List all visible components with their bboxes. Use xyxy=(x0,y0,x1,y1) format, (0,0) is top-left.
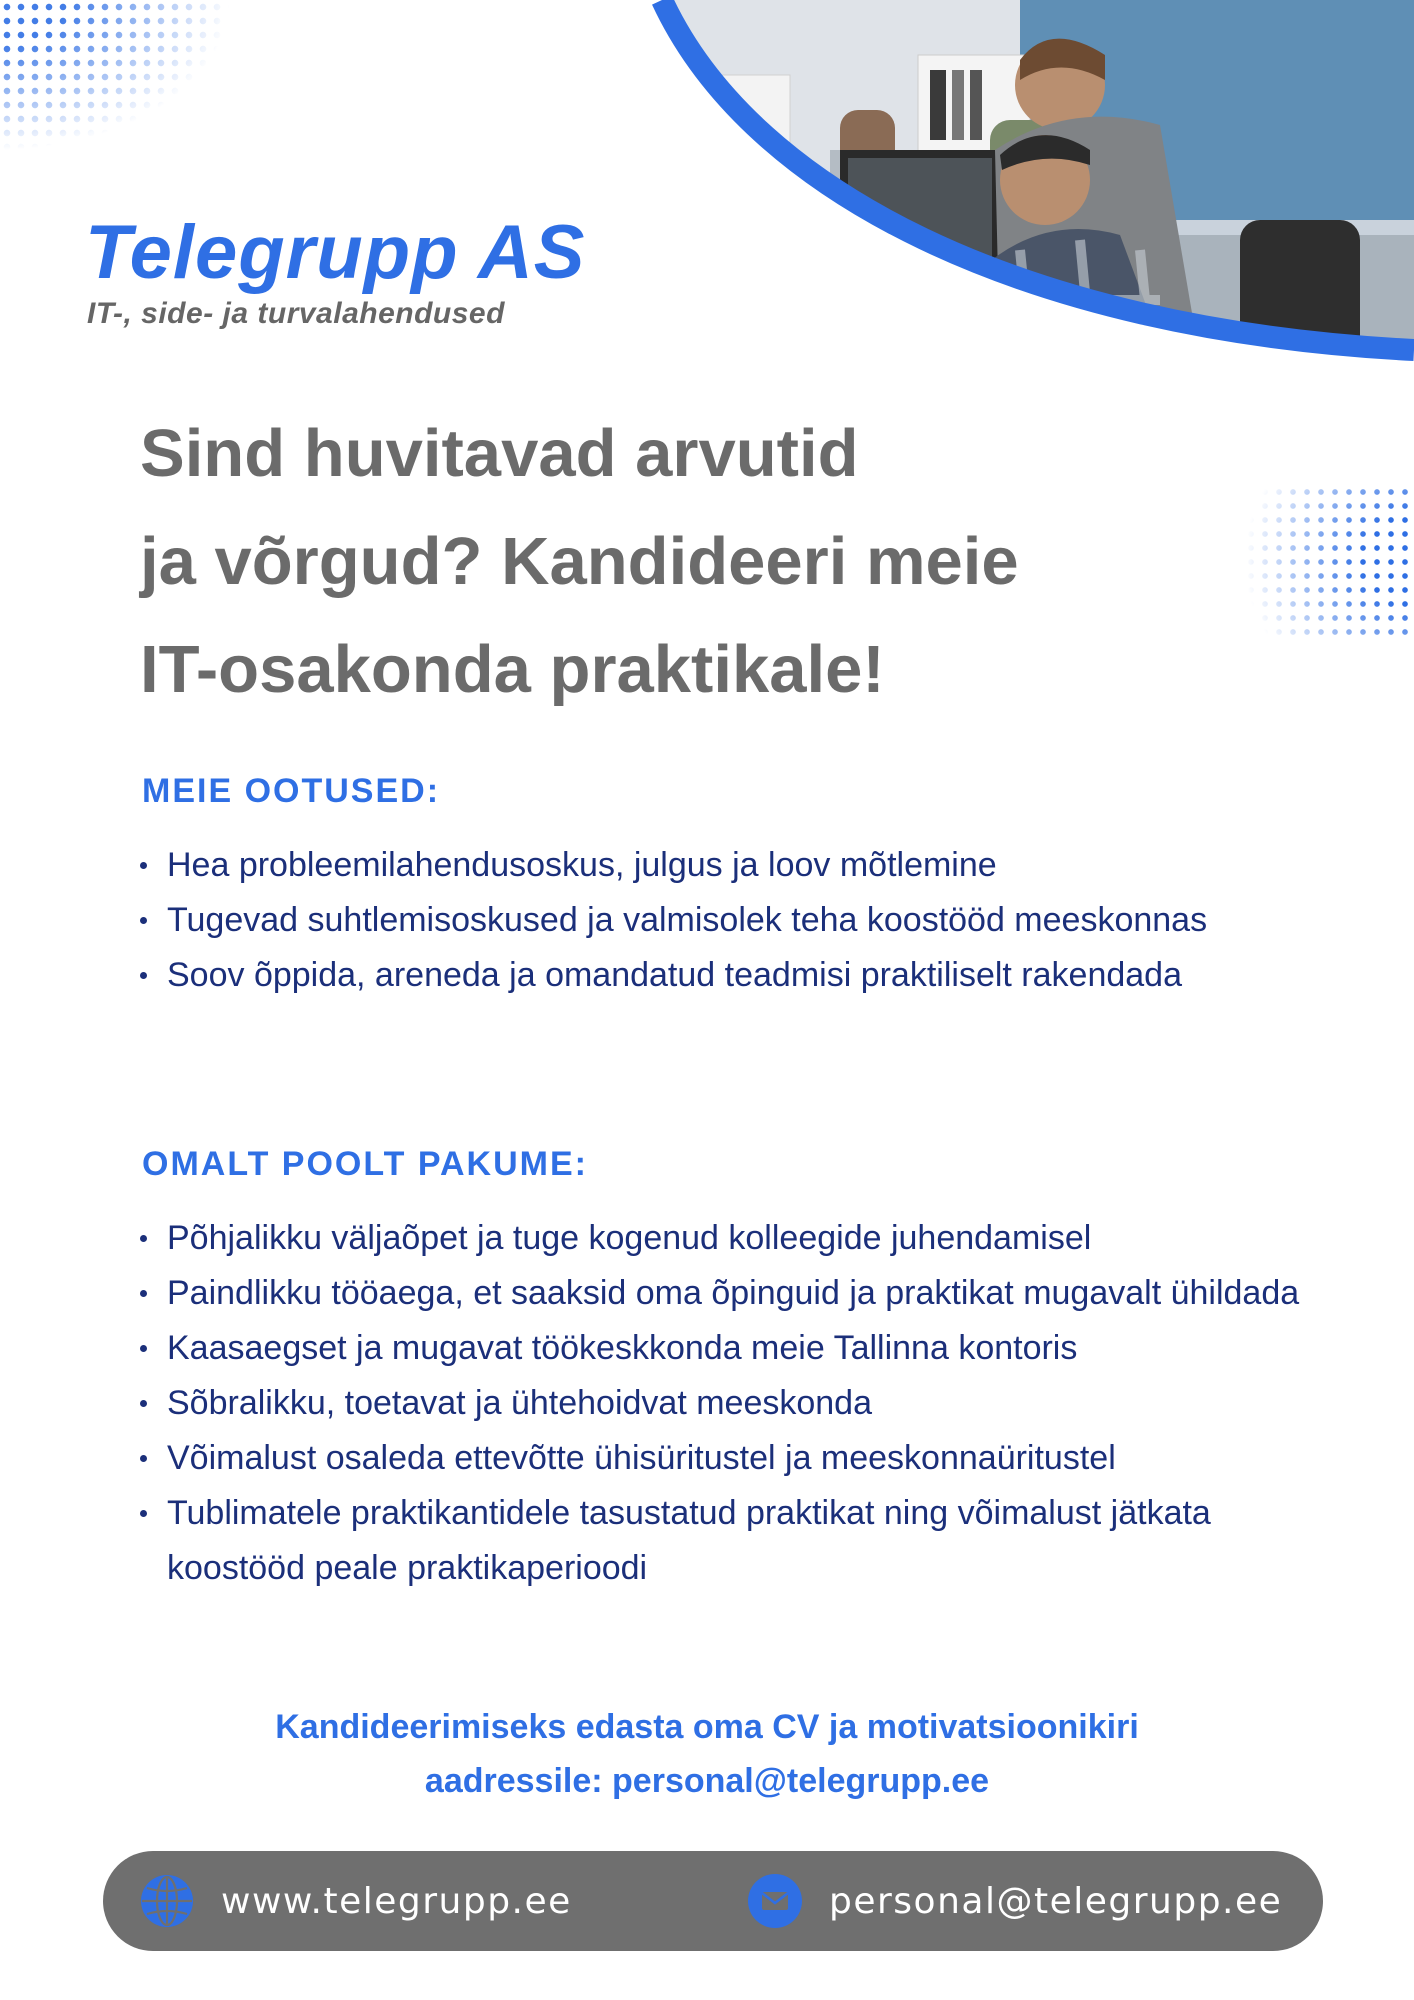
headline-line: IT-osakonda praktikale! xyxy=(140,632,885,707)
application-instructions xyxy=(0,1700,1414,1808)
list-item: Tugevad suhtlemisoskused ja valmisolek teha koostööd meeskonnas xyxy=(140,893,1310,948)
expectations-heading: MEIE OOTUSED: xyxy=(142,772,441,810)
list-item: Paindlikku tööaega, et saaksid oma õpinguid ja praktikat mugavalt ühildada xyxy=(140,1266,1310,1321)
list-item: Tublimatele praktikantidele tasustatud praktikat ning võimalust jätkata koostööd peale praktikaperioodi xyxy=(140,1486,1310,1596)
website-link[interactable] xyxy=(139,1851,572,1951)
decorative-dots-top-left xyxy=(0,0,230,150)
brand-block xyxy=(85,210,586,331)
email-text: personal@telegrupp.ee xyxy=(829,1880,1283,1922)
cta-line: aadressile: personal@telegrupp.ee xyxy=(424,1762,990,1800)
list-item: Sõbralikku, toetavat ja ühtehoidvat meeskonda xyxy=(140,1376,1310,1431)
envelope-icon xyxy=(747,1873,803,1929)
email-link[interactable] xyxy=(747,1851,1282,1951)
headline-line: Sind huvitavad arvutid xyxy=(140,416,859,491)
globe-icon xyxy=(139,1873,195,1929)
headline-line: ja võrgud? Kandideeri meie xyxy=(140,524,1019,599)
offers-list xyxy=(140,1211,1310,1596)
contact-footer xyxy=(103,1851,1323,1951)
company-tagline: IT-, side- ja turvalahendused xyxy=(87,297,505,330)
expectations-list xyxy=(140,838,1310,1003)
decorative-dots-right xyxy=(1244,485,1414,635)
list-item: Võimalust osaleda ettevõtte ühisüritustel ja meeskonnaüritustel xyxy=(140,1431,1310,1486)
list-item: Kaasaegset ja mugavat töökeskkonda meie Tallinna kontoris xyxy=(140,1321,1310,1376)
cta-line: Kandideerimiseks edasta oma CV ja motivatsioonikiri xyxy=(275,1708,1139,1746)
list-item: Soov õppida, areneda ja omandatud teadmisi praktiliselt rakendada xyxy=(140,948,1310,1003)
list-item: Põhjalikku väljaõpet ja tuge kogenud kolleegide juhendamisel xyxy=(140,1211,1310,1266)
offers-heading: OMALT POOLT PAKUME: xyxy=(142,1145,588,1183)
list-item: Hea probleemilahendusoskus, julgus ja loov mõtlemine xyxy=(140,838,1310,893)
website-text: www.telegrupp.ee xyxy=(221,1880,572,1922)
company-logo-name: Telegrupp AS xyxy=(85,210,586,295)
page-headline xyxy=(140,400,1140,724)
